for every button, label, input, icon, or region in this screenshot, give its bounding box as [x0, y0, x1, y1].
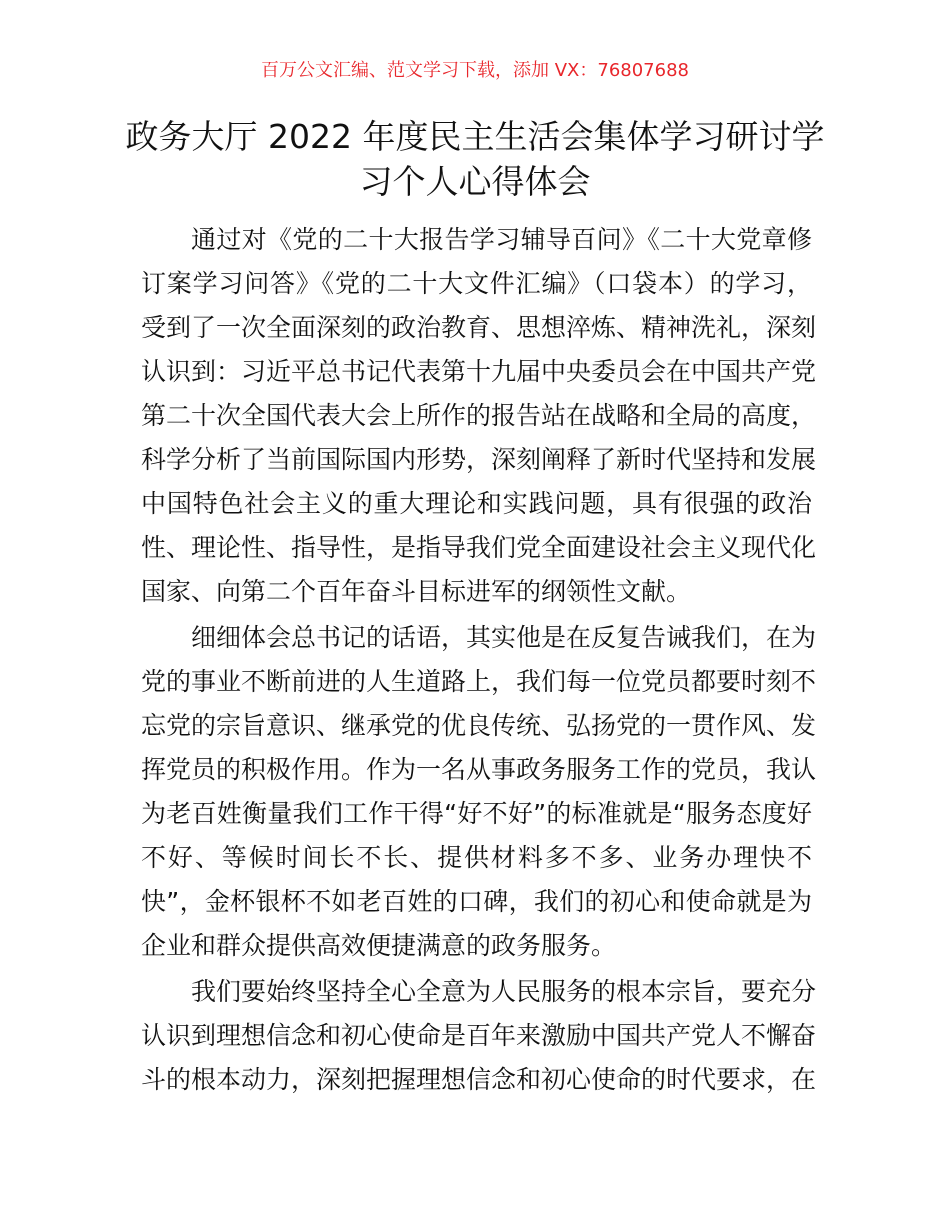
paragraph-line: 快”，金杯银杯不如老百姓的口碑，我们的初心和使命就是为	[141, 887, 812, 916]
paragraph-line: 细细体会总书记的话语，其实他是在反复告诫我们，在为	[191, 623, 817, 652]
paragraph-line: 认识到：习近平总书记代表第十九届中央委员会在中国共产党	[141, 357, 817, 386]
paragraph-line: 订案学习问答》《党的二十大文件汇编》（口袋本）的学习，	[141, 269, 812, 298]
paragraph-line: 党的事业不断前进的人生道路上，我们每一位党员都要时刻不	[141, 667, 817, 696]
paragraph-line: 认识到理想信念和初心使命是百年来激励中国共产党人不懈奋	[141, 1021, 817, 1050]
paragraph-line: 不好、等候时间长不长、提供材料多不多、业务办理快不	[141, 843, 812, 872]
paragraph-line: 受到了一次全面深刻的政治教育、思想淬炼、精神洗礼，深刻	[141, 313, 817, 342]
watermark-header: 百万公文汇编、范文学习下载，添加 VX：76807688	[261, 60, 689, 81]
paragraph-line: 为老百姓衡量我们工作干得“好不好”的标准就是“服务态度好	[141, 799, 812, 828]
paragraph-line: 挥党员的积极作用。作为一名从事政务服务工作的党员，我认	[141, 755, 817, 784]
paragraph-line: 企业和群众提供高效便捷满意的政务服务。	[141, 931, 617, 960]
paragraph-line: 通过对《党的二十大报告学习辅导百问》《二十大党章修	[191, 225, 812, 254]
title-line: 习个人心得体会	[359, 162, 591, 201]
paragraph	[141, 218, 817, 614]
paragraph	[141, 970, 817, 1102]
paragraph-line: 中国特色社会主义的重大理论和实践问题，具有很强的政治	[141, 489, 812, 518]
paragraph-line: 我们要始终坚持全心全意为人民服务的根本宗旨，要充分	[191, 977, 817, 1006]
paragraph-line: 第二十次全国代表大会上所作的报告站在战略和全局的高度，	[141, 401, 817, 430]
title-line: 政务大厅 2022 年度民主生活会集体学习研讨学	[125, 117, 825, 156]
paragraph-line: 科学分析了当前国际国内形势，深刻阐释了新时代坚持和发展	[141, 445, 817, 474]
paragraph-line: 国家、向第二个百年奋斗目标进军的纲领性文献。	[141, 577, 692, 606]
document-body	[141, 218, 817, 1104]
paragraph-line: 忘党的宗旨意识、继承党的优良传统、弘扬党的一贯作风、发	[141, 711, 817, 740]
paragraph-line: 斗的根本动力，深刻把握理想信念和初心使命的时代要求，在	[141, 1065, 817, 1094]
paragraph-line: 性、理论性、指导性，是指导我们党全面建设社会主义现代化	[141, 533, 817, 562]
paragraph	[141, 616, 817, 968]
document-title	[120, 114, 830, 204]
